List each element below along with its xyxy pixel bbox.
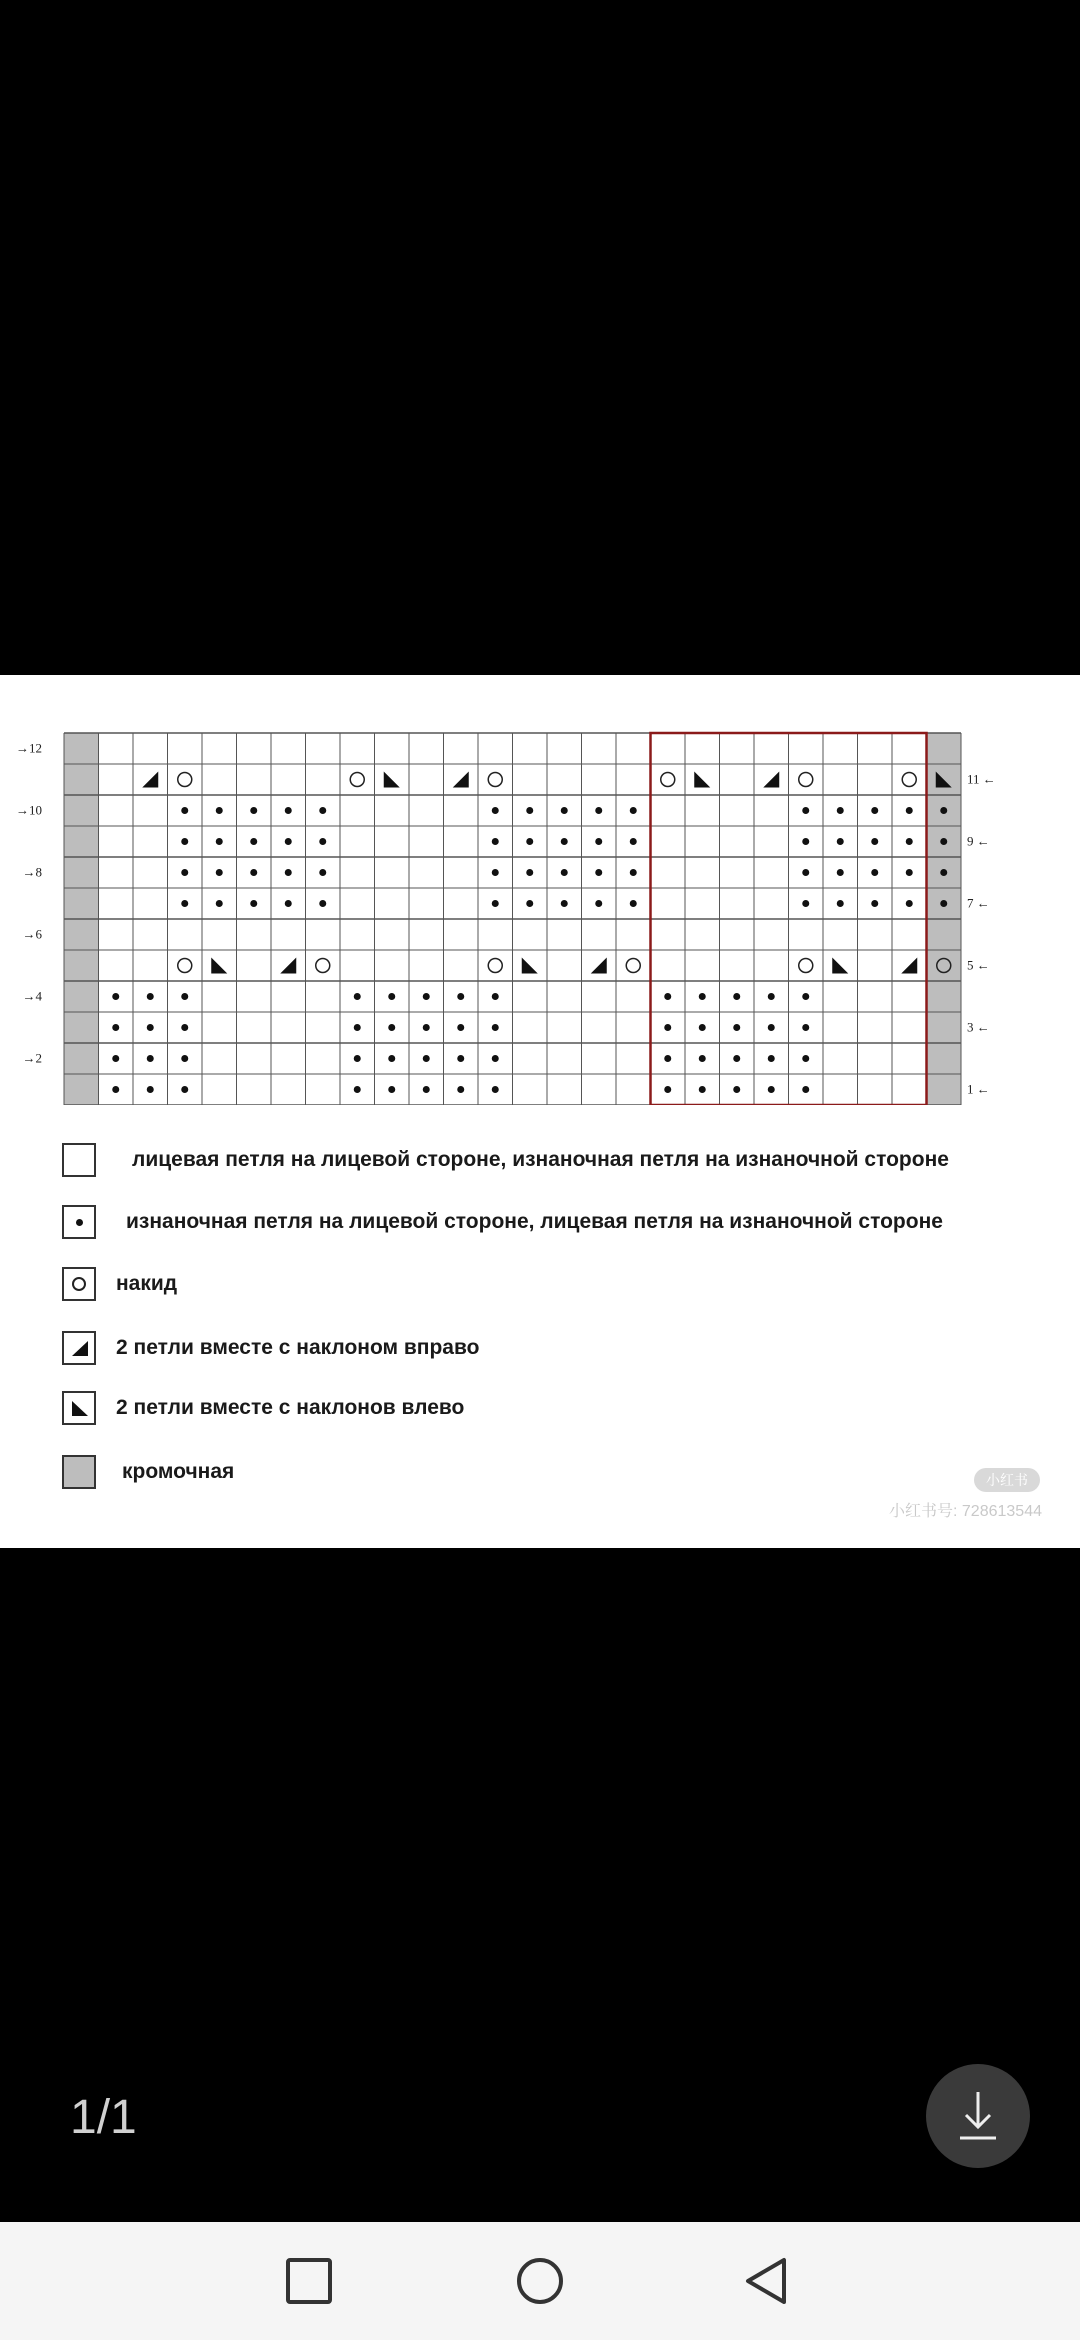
legend-label: лицевая петля на лицевой стороне, изнаночная петля на изнаночной стороне bbox=[132, 1148, 949, 1171]
purl-stitch-mark bbox=[492, 900, 499, 907]
purl-stitch-mark bbox=[285, 869, 292, 876]
purl-stitch-mark bbox=[181, 838, 188, 845]
yarn-over-mark bbox=[178, 959, 192, 973]
purl-stitch-mark bbox=[699, 1024, 706, 1031]
purl-stitch-mark bbox=[940, 869, 947, 876]
purl-stitch-mark bbox=[561, 869, 568, 876]
purl-stitch-mark bbox=[802, 1086, 809, 1093]
yarn-over-mark bbox=[661, 773, 675, 787]
row-label-left: →10 bbox=[16, 802, 42, 818]
purl-stitch-mark bbox=[388, 993, 395, 1000]
legend-item-knit bbox=[62, 1143, 949, 1177]
page-counter: 1/1 bbox=[70, 2091, 137, 2144]
knitting-chart bbox=[0, 675, 1080, 1105]
purl-stitch-mark bbox=[940, 807, 947, 814]
purl-stitch-mark bbox=[768, 1086, 775, 1093]
row-label-left: →2 bbox=[22, 1050, 42, 1066]
yarn-over-mark bbox=[626, 959, 640, 973]
purl-stitch-mark bbox=[147, 993, 154, 1000]
k2tog-right-icon bbox=[62, 1331, 96, 1365]
row-label-right: 1 ← bbox=[967, 1081, 990, 1097]
purl-stitch-mark bbox=[112, 1024, 119, 1031]
purl-stitch-mark bbox=[216, 807, 223, 814]
legend-label: изнаночная петля на лицевой стороне, лицевая петля на изнаночной стороне bbox=[126, 1210, 943, 1233]
download-button[interactable] bbox=[926, 2064, 1030, 2168]
purl-stitch-mark bbox=[181, 900, 188, 907]
row-label-right: 7 ← bbox=[967, 895, 990, 911]
watermark-text: 小红书号: 728613544 bbox=[889, 1503, 1042, 1520]
legend-item-yarn-over bbox=[62, 1267, 177, 1301]
purl-stitch-mark bbox=[492, 1024, 499, 1031]
purl-stitch-mark bbox=[250, 869, 257, 876]
purl-stitch-mark bbox=[526, 900, 533, 907]
purl-stitch-mark bbox=[457, 993, 464, 1000]
legend-item-purl bbox=[62, 1205, 943, 1239]
purl-stitch-mark bbox=[837, 900, 844, 907]
watermark-badge: 小红书 bbox=[974, 1468, 1040, 1492]
purl-stitch-mark bbox=[561, 900, 568, 907]
legend-item-k2tog-left bbox=[62, 1391, 464, 1425]
purl-stitch-mark bbox=[526, 838, 533, 845]
k2tog-right-mark bbox=[453, 772, 469, 788]
yarn-over-mark bbox=[350, 773, 364, 787]
purl-stitch-mark bbox=[699, 1086, 706, 1093]
k2tog-right-mark bbox=[591, 958, 607, 974]
purl-stitch-mark bbox=[285, 900, 292, 907]
circle-icon bbox=[515, 2256, 565, 2306]
purl-stitch-mark bbox=[181, 1086, 188, 1093]
row-label-left: →8 bbox=[22, 864, 42, 880]
purl-stitch-mark bbox=[354, 1086, 361, 1093]
purl-stitch-mark bbox=[112, 993, 119, 1000]
purl-stitch-mark bbox=[388, 1024, 395, 1031]
purl-stitch-mark bbox=[457, 1024, 464, 1031]
purl-stitch-mark bbox=[216, 900, 223, 907]
purl-stitch-mark bbox=[837, 869, 844, 876]
purl-stitch-mark bbox=[871, 807, 878, 814]
purl-stitch-mark bbox=[940, 838, 947, 845]
purl-stitch-mark bbox=[354, 1024, 361, 1031]
purl-stitch-mark bbox=[492, 1086, 499, 1093]
purl-stitch-mark bbox=[147, 1086, 154, 1093]
row-label-right: 9 ← bbox=[967, 833, 990, 849]
yarn-over-mark bbox=[316, 959, 330, 973]
purl-stitch-mark bbox=[630, 838, 637, 845]
k2tog-right-mark bbox=[142, 772, 158, 788]
yarn-over-mark bbox=[902, 773, 916, 787]
yarn-over-mark bbox=[799, 773, 813, 787]
purl-stitch-mark bbox=[733, 1024, 740, 1031]
legend-label: 2 петли вместе с наклонов влево bbox=[116, 1396, 465, 1419]
purl-stitch-mark bbox=[595, 838, 602, 845]
legend-label: кромочная bbox=[122, 1460, 235, 1483]
legend-item-k2tog-right bbox=[62, 1331, 479, 1365]
purl-stitch-mark bbox=[664, 1024, 671, 1031]
row-label-right: 11 ← bbox=[967, 771, 996, 787]
purl-stitch-mark bbox=[354, 1055, 361, 1062]
purl-stitch-mark bbox=[526, 869, 533, 876]
purl-stitch-mark bbox=[492, 1055, 499, 1062]
purl-stitch-mark bbox=[802, 807, 809, 814]
triangle-back-icon bbox=[742, 2256, 792, 2306]
purl-stitch-mark bbox=[457, 1055, 464, 1062]
purl-stitch-mark bbox=[181, 807, 188, 814]
back-button[interactable] bbox=[742, 2256, 792, 2306]
k2tog-right-mark bbox=[901, 958, 917, 974]
purl-stitch-mark bbox=[906, 869, 913, 876]
purl-stitch-mark bbox=[147, 1024, 154, 1031]
row-label-left: →6 bbox=[22, 926, 42, 942]
yarn-over-icon bbox=[62, 1267, 96, 1301]
purl-stitch-mark bbox=[768, 1055, 775, 1062]
purl-stitch-mark bbox=[457, 1086, 464, 1093]
purl-stitch-mark bbox=[630, 900, 637, 907]
purl-stitch-mark bbox=[319, 900, 326, 907]
purl-stitch-mark bbox=[319, 869, 326, 876]
purl-stitch-mark bbox=[664, 1086, 671, 1093]
purl-stitch-mark bbox=[423, 1086, 430, 1093]
edge-stitch-icon bbox=[62, 1455, 96, 1489]
purl-stitch-icon bbox=[62, 1205, 96, 1239]
purl-stitch-mark bbox=[285, 838, 292, 845]
row-label-right: 3 ← bbox=[967, 1019, 990, 1035]
k2tog-left-mark bbox=[211, 958, 227, 974]
purl-stitch-mark bbox=[906, 807, 913, 814]
yarn-over-mark bbox=[488, 959, 502, 973]
purl-stitch-mark bbox=[630, 807, 637, 814]
knitting-chart-image bbox=[0, 675, 1080, 1548]
purl-stitch-mark bbox=[871, 838, 878, 845]
home-button[interactable] bbox=[515, 2256, 565, 2306]
purl-stitch-mark bbox=[561, 807, 568, 814]
purl-stitch-mark bbox=[285, 807, 292, 814]
purl-stitch-mark bbox=[216, 869, 223, 876]
purl-stitch-mark bbox=[699, 993, 706, 1000]
k2tog-left-mark bbox=[694, 772, 710, 788]
purl-stitch-mark bbox=[216, 838, 223, 845]
k2tog-left-mark bbox=[832, 958, 848, 974]
system-nav-bar bbox=[0, 2222, 1080, 2340]
purl-stitch-mark bbox=[802, 838, 809, 845]
purl-stitch-mark bbox=[802, 869, 809, 876]
purl-stitch-mark bbox=[802, 900, 809, 907]
purl-stitch-mark bbox=[492, 838, 499, 845]
purl-stitch-mark bbox=[595, 900, 602, 907]
purl-stitch-mark bbox=[768, 1024, 775, 1031]
purl-stitch-mark bbox=[699, 1055, 706, 1062]
download-icon bbox=[953, 2086, 1003, 2146]
row-label-right: 5 ← bbox=[967, 957, 990, 973]
purl-stitch-mark bbox=[595, 869, 602, 876]
purl-stitch-mark bbox=[664, 1055, 671, 1062]
purl-stitch-mark bbox=[181, 993, 188, 1000]
purl-stitch-mark bbox=[388, 1055, 395, 1062]
purl-stitch-mark bbox=[664, 993, 671, 1000]
purl-stitch-mark bbox=[388, 1086, 395, 1093]
purl-stitch-mark bbox=[147, 1055, 154, 1062]
knit-stitch-icon bbox=[62, 1143, 96, 1177]
purl-stitch-mark bbox=[492, 869, 499, 876]
purl-stitch-mark bbox=[492, 807, 499, 814]
k2tog-left-mark bbox=[522, 958, 538, 974]
purl-stitch-mark bbox=[250, 900, 257, 907]
legend-label: накид bbox=[116, 1272, 178, 1295]
purl-stitch-mark bbox=[492, 993, 499, 1000]
purl-stitch-mark bbox=[423, 1055, 430, 1062]
purl-stitch-mark bbox=[112, 1055, 119, 1062]
purl-stitch-mark bbox=[319, 807, 326, 814]
purl-stitch-mark bbox=[250, 807, 257, 814]
purl-stitch-mark bbox=[871, 869, 878, 876]
purl-stitch-mark bbox=[423, 993, 430, 1000]
row-label-left: →12 bbox=[16, 740, 42, 756]
purl-stitch-mark bbox=[733, 993, 740, 1000]
purl-stitch-mark bbox=[940, 900, 947, 907]
k2tog-right-mark bbox=[763, 772, 779, 788]
yarn-over-mark bbox=[799, 959, 813, 973]
k2tog-left-icon bbox=[62, 1391, 96, 1425]
recent-apps-button[interactable] bbox=[284, 2256, 334, 2306]
yarn-over-mark bbox=[488, 773, 502, 787]
yarn-over-mark bbox=[178, 773, 192, 787]
row-label-left: →4 bbox=[22, 988, 42, 1004]
purl-stitch-mark bbox=[630, 869, 637, 876]
purl-stitch-mark bbox=[802, 1024, 809, 1031]
purl-stitch-mark bbox=[733, 1055, 740, 1062]
purl-stitch-mark bbox=[802, 993, 809, 1000]
purl-stitch-mark bbox=[906, 838, 913, 845]
purl-stitch-mark bbox=[181, 1024, 188, 1031]
purl-stitch-mark bbox=[837, 807, 844, 814]
purl-stitch-mark bbox=[871, 900, 878, 907]
purl-stitch-mark bbox=[595, 807, 602, 814]
purl-stitch-mark bbox=[423, 1024, 430, 1031]
k2tog-left-mark bbox=[384, 772, 400, 788]
purl-stitch-mark bbox=[181, 1055, 188, 1062]
purl-stitch-mark bbox=[837, 838, 844, 845]
legend-item-edge bbox=[62, 1455, 234, 1489]
purl-stitch-mark bbox=[354, 993, 361, 1000]
purl-stitch-mark bbox=[250, 838, 257, 845]
square-icon bbox=[284, 2256, 334, 2306]
purl-stitch-mark bbox=[526, 807, 533, 814]
purl-stitch-mark bbox=[112, 1086, 119, 1093]
purl-stitch-mark bbox=[906, 900, 913, 907]
purl-stitch-mark bbox=[561, 838, 568, 845]
purl-stitch-mark bbox=[768, 993, 775, 1000]
purl-stitch-mark bbox=[319, 838, 326, 845]
purl-stitch-mark bbox=[802, 1055, 809, 1062]
legend-label: 2 петли вместе с наклоном вправо bbox=[116, 1336, 480, 1359]
k2tog-right-mark bbox=[280, 958, 296, 974]
purl-stitch-mark bbox=[181, 869, 188, 876]
purl-stitch-mark bbox=[733, 1086, 740, 1093]
